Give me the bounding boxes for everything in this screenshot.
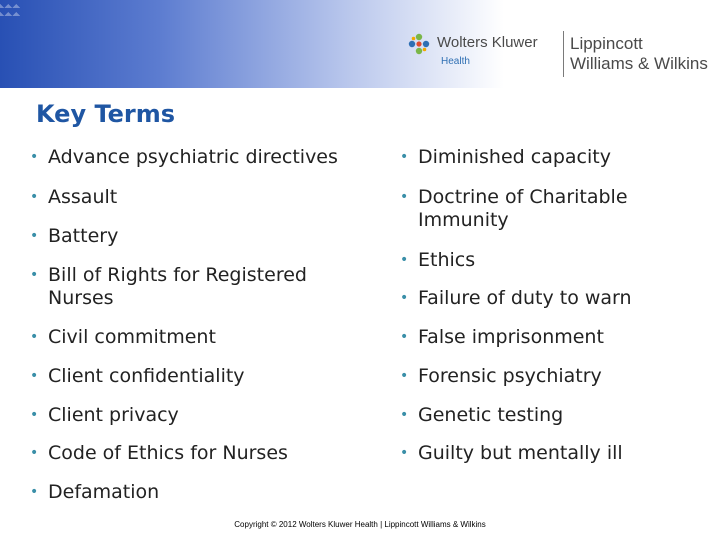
term-item	[400, 287, 714, 310]
term-item	[30, 481, 388, 504]
term-text: Defamation	[48, 481, 160, 503]
term-text: Assault	[48, 186, 118, 208]
header-pattern	[0, 0, 20, 20]
bullet-icon: •	[30, 368, 39, 384]
term-item	[400, 404, 714, 427]
logo-divider	[563, 31, 564, 77]
term-text: Genetic testing	[418, 404, 564, 426]
copyright-footer: Copyright © 2012 Wolters Kluwer Health | Lippincott Williams & Wilkins	[234, 520, 486, 529]
term-item	[30, 442, 388, 465]
bullet-icon: •	[30, 445, 39, 461]
lww-wordmark-line1: Lippincott	[570, 34, 643, 53]
term-text: Doctrine of Charitable Immunity	[418, 186, 628, 231]
term-text: Failure of duty to warn	[418, 287, 632, 309]
bullet-icon: •	[400, 407, 409, 423]
bullet-icon: •	[400, 149, 409, 165]
term-text: False imprisonment	[418, 326, 604, 348]
bullet-icon: •	[400, 329, 409, 345]
bullet-icon: •	[30, 267, 39, 283]
term-item	[400, 249, 714, 272]
bullet-icon: •	[30, 228, 39, 244]
wolters-kluwer-wordmark: Wolters Kluwer	[437, 34, 538, 51]
health-label: Health	[441, 56, 470, 67]
term-item	[400, 146, 714, 169]
bullet-icon: •	[400, 252, 409, 268]
term-item	[30, 186, 388, 209]
term-text: Client privacy	[48, 404, 179, 426]
term-text: Client confidentiality	[48, 365, 245, 387]
bullet-icon: •	[400, 445, 409, 461]
term-text: Code of Ethics for Nurses	[48, 442, 288, 464]
term-text: Civil commitment	[48, 326, 216, 348]
term-item	[30, 404, 388, 427]
lww-wordmark-line2: Williams & Wilkins	[570, 54, 708, 73]
term-item	[30, 326, 388, 349]
term-text: Guilty but mentally ill	[418, 442, 623, 464]
bullet-icon: •	[400, 189, 409, 205]
term-item	[400, 365, 714, 388]
term-item	[400, 186, 694, 232]
term-item	[400, 442, 714, 465]
wolters-kluwer-logo-icon	[405, 30, 433, 58]
bullet-icon: •	[30, 484, 39, 500]
term-text: Forensic psychiatry	[418, 365, 602, 387]
slide-title: Key Terms	[36, 100, 176, 128]
bullet-icon: •	[400, 290, 409, 306]
term-item	[30, 264, 368, 310]
term-item	[30, 225, 388, 248]
term-text: Advance psychiatric directives	[48, 146, 338, 168]
term-text: Ethics	[418, 249, 476, 271]
term-item	[400, 326, 714, 349]
term-text: Bill of Rights for Registered Nurses	[48, 264, 307, 309]
bullet-icon: •	[30, 407, 39, 423]
bullet-icon: •	[30, 189, 39, 205]
bullet-icon: •	[30, 329, 39, 345]
term-text: Diminished capacity	[418, 146, 611, 168]
term-text: Battery	[48, 225, 119, 247]
publisher-logo	[405, 28, 715, 80]
term-item	[30, 146, 388, 169]
bullet-icon: •	[400, 368, 409, 384]
term-item	[30, 365, 388, 388]
bullet-icon: •	[30, 149, 39, 165]
